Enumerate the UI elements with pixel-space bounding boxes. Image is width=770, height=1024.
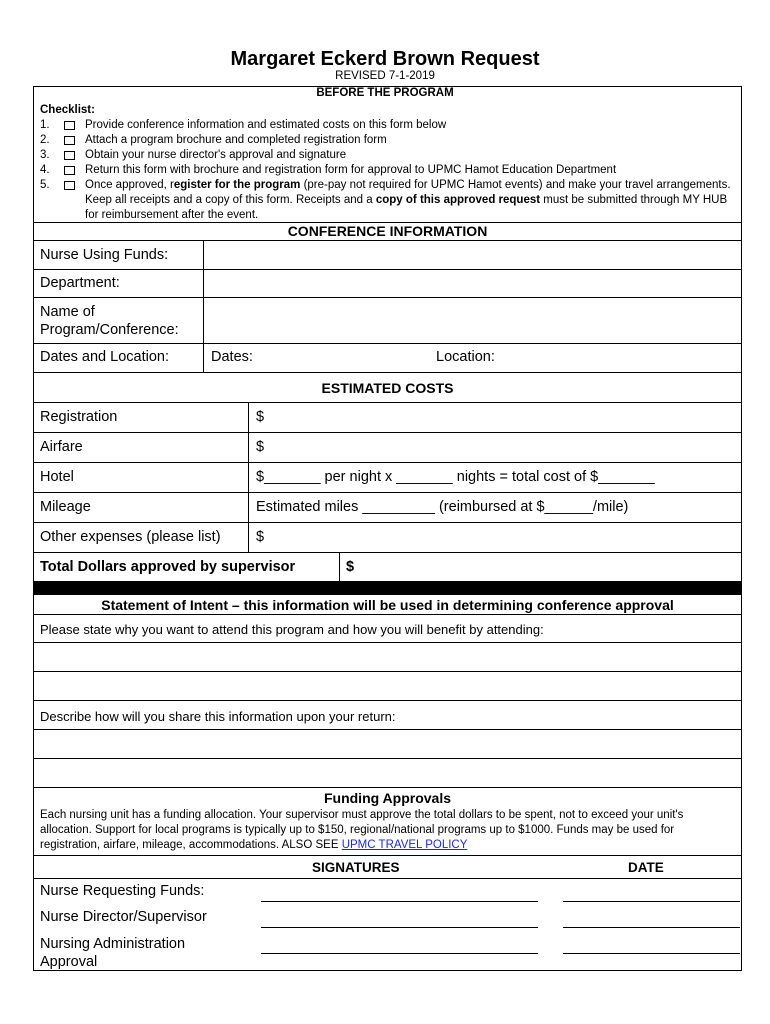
nurse-director-label: Nurse Director/Supervisor: [40, 909, 207, 925]
checklist-text: Obtain your nurse director's approval and signature: [85, 149, 347, 161]
revised-date: REVISED 7-1-2019: [335, 70, 435, 82]
checkbox[interactable]: [64, 136, 75, 145]
date-line[interactable]: [563, 927, 740, 928]
checklist: [40, 103, 740, 223]
checklist-text-part: (pre-pay not required for UPMC Hamot events) and make your travel arrangements. Keep all receipts and a copy of this form. Receipts and a: [85, 179, 731, 206]
program-label-line: Program/Conference:: [40, 322, 179, 338]
checklist-number: 2.: [40, 134, 50, 146]
program-label: [40, 303, 179, 339]
hotel-label: Hotel: [40, 469, 74, 485]
registration-label: Registration: [40, 409, 118, 425]
dates-location-label: Dates and Location:: [40, 349, 169, 365]
funding-approvals-heading: Funding Approvals: [323, 790, 452, 806]
divider: [33, 855, 742, 856]
program-label-line: Name of: [40, 304, 95, 320]
checklist-number: 3.: [40, 149, 50, 161]
date-heading: DATE: [628, 860, 664, 875]
funding-text-body: Each nursing unit has a funding allocation. Your supervisor must approve the total dollars to be spent, not to exceed your unit's allocation. Support for local programs is typically up to $150, regional/national programs up to $1000. Funds may be used for registration, airfare, mileage, accommodations. ALSO SEE: [40, 809, 684, 851]
estimated-costs-heading: ESTIMATED COSTS: [321, 380, 454, 396]
divider: [248, 402, 249, 552]
intent-answer-line[interactable]: [34, 643, 741, 671]
airfare-value[interactable]: $: [256, 439, 265, 455]
mileage-value[interactable]: Estimated miles _________ (reimbursed at $______/mile): [256, 499, 629, 515]
checklist-number: 4.: [40, 164, 50, 176]
divider: [203, 240, 204, 372]
checklist-item: [40, 148, 740, 163]
location-label: Location:: [436, 349, 495, 365]
nursing-admin-label-line: Approval: [40, 954, 98, 970]
hotel-value[interactable]: $_______ per night x _______ nights = total cost of $_______: [256, 469, 655, 485]
checklist-item: [40, 163, 740, 178]
date-line[interactable]: [563, 901, 740, 902]
checklist-text: Attach a program brochure and completed registration form: [85, 134, 387, 146]
conference-heading: CONFERENCE INFORMATION: [287, 223, 488, 239]
other-expenses-label: Other expenses (please list): [40, 529, 221, 545]
signature-line[interactable]: [261, 901, 538, 902]
before-program-heading: BEFORE THE PROGRAM: [316, 87, 454, 99]
checkbox[interactable]: [64, 181, 75, 190]
checklist-text-part: Once approved, r: [85, 179, 174, 191]
signature-line[interactable]: [261, 953, 538, 954]
nursing-admin-label-line: Nursing Administration: [40, 936, 186, 952]
program-conference-field[interactable]: [205, 298, 741, 343]
divider: [33, 787, 742, 788]
share-answer-line[interactable]: [34, 730, 741, 758]
checklist-number: 1.: [40, 119, 50, 131]
checkbox[interactable]: [64, 166, 75, 175]
total-dollars-value[interactable]: $: [346, 559, 355, 575]
divider: [33, 372, 742, 373]
form-title: Margaret Eckerd Brown Request: [230, 48, 540, 70]
checklist-item: [40, 178, 740, 223]
intent-question-2: Describe how will you share this information upon your return:: [40, 709, 396, 724]
intent-answer-line[interactable]: [34, 672, 741, 700]
intent-question-1: Please state why you want to attend this program and how you will benefit by attending:: [40, 622, 544, 637]
divider: [33, 878, 742, 879]
checklist-number: 5.: [40, 179, 50, 191]
divider: [33, 432, 742, 433]
signatures-heading: SIGNATURES: [312, 860, 400, 875]
checkbox[interactable]: [64, 121, 75, 130]
travel-policy-link[interactable]: UPMC TRAVEL POLICY: [341, 839, 468, 851]
nursing-admin-label: [40, 935, 185, 971]
total-dollars-label: Total Dollars approved by supervisor: [40, 559, 296, 575]
mileage-label: Mileage: [40, 499, 91, 515]
date-line[interactable]: [563, 953, 740, 954]
signature-line[interactable]: [261, 927, 538, 928]
registration-value[interactable]: $: [256, 409, 265, 425]
divider: [33, 614, 742, 615]
divider: [33, 492, 742, 493]
dates-field[interactable]: [256, 344, 426, 371]
checklist-text: Provide conference information and estimated costs on this form below: [85, 119, 447, 131]
checklist-text-part: must be submitted through MY HUB for reimbursement after the event.: [85, 194, 728, 221]
divider: [33, 462, 742, 463]
statement-of-intent-heading: Statement of Intent – this information will be used in determining conference approval: [101, 597, 674, 613]
department-label: Department:: [40, 275, 120, 291]
checklist-heading: Checklist:: [40, 104, 95, 116]
other-expenses-value[interactable]: $: [256, 529, 265, 545]
checklist-text-bold: egister for the program: [173, 179, 301, 191]
nurse-using-funds-field[interactable]: [205, 241, 741, 269]
checkbox[interactable]: [64, 151, 75, 160]
airfare-label: Airfare: [40, 439, 83, 455]
divider: [33, 552, 742, 553]
nurse-requesting-label: Nurse Requesting Funds:: [40, 883, 205, 899]
checklist-item: [40, 133, 740, 148]
divider: [33, 522, 742, 523]
divider: [339, 552, 340, 581]
checklist-item: [40, 118, 740, 133]
divider: [33, 402, 742, 403]
nurse-label: Nurse Using Funds:: [40, 247, 169, 263]
checklist-text: Return this form with brochure and registration form for approval to UPMC Hamot Education Department: [85, 164, 617, 176]
funding-text: [40, 808, 730, 853]
checklist-text: [85, 178, 740, 223]
department-field[interactable]: [205, 270, 741, 297]
location-field[interactable]: [503, 344, 739, 371]
share-answer-line[interactable]: [34, 759, 741, 787]
checklist-text-bold: copy of this approved request: [375, 194, 541, 206]
dates-label: Dates:: [211, 349, 253, 365]
divider: [33, 700, 742, 701]
section-divider-bar: [33, 581, 742, 595]
